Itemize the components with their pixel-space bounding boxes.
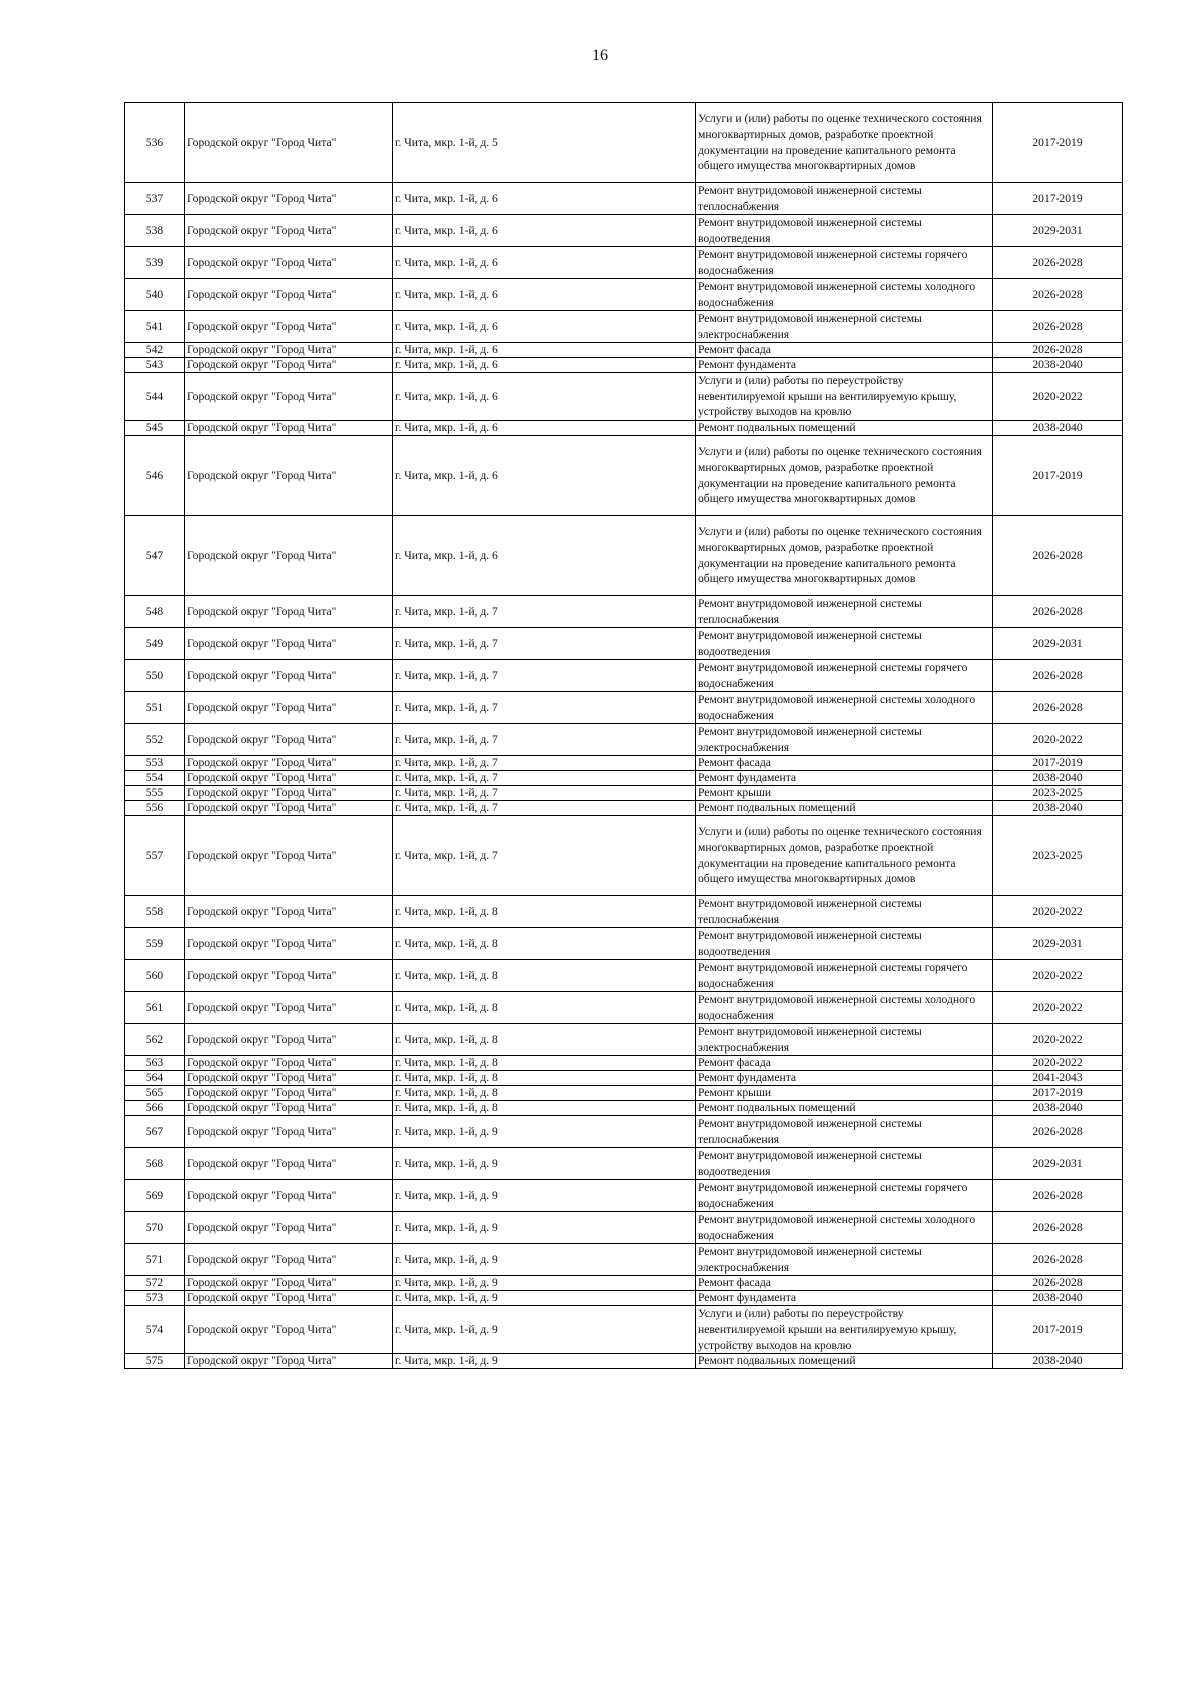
table-row: [125, 516, 1123, 596]
row-number-cell: 550: [125, 660, 185, 692]
address-cell: г. Чита, мкр. 1-й, д. 6: [393, 358, 696, 373]
period-cell: 2026-2028: [993, 692, 1123, 724]
row-number-cell: 545: [125, 421, 185, 436]
row-number-cell: 561: [125, 992, 185, 1024]
work-type-cell: Ремонт подвальных помещений: [696, 421, 993, 436]
row-number-cell: 558: [125, 896, 185, 928]
municipality-cell: Городской округ "Город Чита": [185, 628, 393, 660]
address-cell: г. Чита, мкр. 1-й, д. 8: [393, 1056, 696, 1071]
work-type-cell: Ремонт крыши: [696, 1086, 993, 1101]
period-cell: 2038-2040: [993, 801, 1123, 816]
address-cell: г. Чита, мкр. 1-й, д. 9: [393, 1148, 696, 1180]
period-cell: 2020-2022: [993, 1024, 1123, 1056]
period-cell: 2026-2028: [993, 596, 1123, 628]
period-cell: 2020-2022: [993, 992, 1123, 1024]
address-cell: г. Чита, мкр. 1-й, д. 7: [393, 801, 696, 816]
table-row: [125, 1354, 1123, 1369]
municipality-cell: Городской округ "Город Чита": [185, 311, 393, 343]
table-row: [125, 1071, 1123, 1086]
row-number-cell: 557: [125, 816, 185, 896]
address-cell: г. Чита, мкр. 1-й, д. 9: [393, 1116, 696, 1148]
table-row: [125, 1276, 1123, 1291]
address-cell: г. Чита, мкр. 1-й, д. 5: [393, 103, 696, 183]
table-body: [125, 103, 1123, 1369]
address-cell: г. Чита, мкр. 1-й, д. 8: [393, 960, 696, 992]
row-number-cell: 546: [125, 436, 185, 516]
row-number-cell: 574: [125, 1306, 185, 1354]
table-row: [125, 1291, 1123, 1306]
period-cell: 2038-2040: [993, 1354, 1123, 1369]
address-cell: г. Чита, мкр. 1-й, д. 8: [393, 1086, 696, 1101]
address-cell: г. Чита, мкр. 1-й, д. 7: [393, 660, 696, 692]
period-cell: 2026-2028: [993, 516, 1123, 596]
municipality-cell: Городской округ "Город Чита": [185, 358, 393, 373]
municipality-cell: Городской округ "Город Чита": [185, 1212, 393, 1244]
municipality-cell: Городской округ "Город Чита": [185, 771, 393, 786]
work-type-cell: Ремонт подвальных помещений: [696, 1101, 993, 1116]
table-row: [125, 436, 1123, 516]
page-number: 16: [592, 47, 608, 64]
address-cell: г. Чита, мкр. 1-й, д. 7: [393, 596, 696, 628]
table-row: [125, 928, 1123, 960]
table-row: [125, 1212, 1123, 1244]
period-cell: 2023-2025: [993, 786, 1123, 801]
municipality-cell: Городской округ "Город Чита": [185, 279, 393, 311]
address-cell: г. Чита, мкр. 1-й, д. 6: [393, 436, 696, 516]
work-type-cell: Ремонт внутридомовой инженерной системы водоотведения: [696, 215, 993, 247]
period-cell: 2017-2019: [993, 1086, 1123, 1101]
address-cell: г. Чита, мкр. 1-й, д. 7: [393, 756, 696, 771]
table-row: [125, 660, 1123, 692]
municipality-cell: Городской округ "Город Чита": [185, 1148, 393, 1180]
row-number-cell: 548: [125, 596, 185, 628]
table-row: [125, 311, 1123, 343]
row-number-cell: 540: [125, 279, 185, 311]
municipality-cell: Городской округ "Город Чита": [185, 1291, 393, 1306]
period-cell: 2038-2040: [993, 358, 1123, 373]
row-number-cell: 537: [125, 183, 185, 215]
table-row: [125, 628, 1123, 660]
municipality-cell: Городской округ "Город Чита": [185, 373, 393, 421]
period-cell: 2026-2028: [993, 1244, 1123, 1276]
table-row: [125, 183, 1123, 215]
work-type-cell: Ремонт фундамента: [696, 771, 993, 786]
municipality-cell: Городской округ "Город Чита": [185, 1056, 393, 1071]
period-cell: 2026-2028: [993, 1180, 1123, 1212]
period-cell: 2038-2040: [993, 1291, 1123, 1306]
table-row: [125, 992, 1123, 1024]
address-cell: г. Чита, мкр. 1-й, д. 7: [393, 692, 696, 724]
table-row: [125, 816, 1123, 896]
period-cell: 2026-2028: [993, 1116, 1123, 1148]
address-cell: г. Чита, мкр. 1-й, д. 7: [393, 724, 696, 756]
address-cell: г. Чита, мкр. 1-й, д. 7: [393, 771, 696, 786]
row-number-cell: 564: [125, 1071, 185, 1086]
row-number-cell: 555: [125, 786, 185, 801]
address-cell: г. Чита, мкр. 1-й, д. 9: [393, 1180, 696, 1212]
address-cell: г. Чита, мкр. 1-й, д. 7: [393, 628, 696, 660]
table-row: [125, 724, 1123, 756]
work-type-cell: Ремонт крыши: [696, 786, 993, 801]
row-number-cell: 567: [125, 1116, 185, 1148]
municipality-cell: Городской округ "Город Чита": [185, 1024, 393, 1056]
municipality-cell: Городской округ "Город Чита": [185, 1244, 393, 1276]
work-type-cell: Ремонт фасада: [696, 756, 993, 771]
table-row: [125, 692, 1123, 724]
row-number-cell: 570: [125, 1212, 185, 1244]
address-cell: г. Чита, мкр. 1-й, д. 6: [393, 516, 696, 596]
row-number-cell: 547: [125, 516, 185, 596]
table-row: [125, 247, 1123, 279]
address-cell: г. Чита, мкр. 1-й, д. 9: [393, 1212, 696, 1244]
address-cell: г. Чита, мкр. 1-й, д. 7: [393, 816, 696, 896]
table-row: [125, 421, 1123, 436]
address-cell: г. Чита, мкр. 1-й, д. 6: [393, 373, 696, 421]
municipality-cell: Городской округ "Город Чита": [185, 801, 393, 816]
row-number-cell: 536: [125, 103, 185, 183]
address-cell: г. Чита, мкр. 1-й, д. 9: [393, 1306, 696, 1354]
work-type-cell: Услуги и (или) работы по переустройству невентилируемой крыши на вентилируемую крышу, устройству выходов на кровлю: [696, 1306, 993, 1354]
municipality-cell: Городской округ "Город Чита": [185, 1276, 393, 1291]
municipality-cell: Городской округ "Город Чита": [185, 343, 393, 358]
period-cell: 2026-2028: [993, 247, 1123, 279]
table-row: [125, 1024, 1123, 1056]
period-cell: 2017-2019: [993, 103, 1123, 183]
work-type-cell: Ремонт фасада: [696, 343, 993, 358]
work-type-cell: Услуги и (или) работы по оценке технического состояния многоквартирных домов, разработке проектной документации на проведение капитального ремонта общего имущества многоквартирных домов: [696, 516, 993, 596]
work-type-cell: Ремонт подвальных помещений: [696, 801, 993, 816]
period-cell: 2038-2040: [993, 421, 1123, 436]
row-number-cell: 538: [125, 215, 185, 247]
table-row: [125, 1180, 1123, 1212]
table-row: [125, 801, 1123, 816]
municipality-cell: Городской округ "Город Чита": [185, 896, 393, 928]
period-cell: 2020-2022: [993, 896, 1123, 928]
address-cell: г. Чита, мкр. 1-й, д. 8: [393, 896, 696, 928]
table-row: [125, 215, 1123, 247]
period-cell: 2017-2019: [993, 183, 1123, 215]
period-cell: 2026-2028: [993, 343, 1123, 358]
table-row: [125, 1056, 1123, 1071]
address-cell: г. Чита, мкр. 1-й, д. 9: [393, 1244, 696, 1276]
period-cell: 2017-2019: [993, 436, 1123, 516]
work-type-cell: Ремонт внутридомовой инженерной системы холодного водоснабжения: [696, 692, 993, 724]
period-cell: 2026-2028: [993, 279, 1123, 311]
municipality-cell: Городской округ "Город Чита": [185, 992, 393, 1024]
address-cell: г. Чита, мкр. 1-й, д. 9: [393, 1291, 696, 1306]
period-cell: 2029-2031: [993, 215, 1123, 247]
address-cell: г. Чита, мкр. 1-й, д. 8: [393, 1101, 696, 1116]
address-cell: г. Чита, мкр. 1-й, д. 9: [393, 1354, 696, 1369]
row-number-cell: 566: [125, 1101, 185, 1116]
table-row: [125, 103, 1123, 183]
row-number-cell: 572: [125, 1276, 185, 1291]
period-cell: 2026-2028: [993, 311, 1123, 343]
period-cell: 2026-2028: [993, 660, 1123, 692]
municipality-cell: Городской округ "Город Чита": [185, 421, 393, 436]
row-number-cell: 554: [125, 771, 185, 786]
municipality-cell: Городской округ "Город Чита": [185, 928, 393, 960]
work-type-cell: Ремонт внутридомовой инженерной системы теплоснабжения: [696, 896, 993, 928]
table-row: [125, 786, 1123, 801]
row-number-cell: 573: [125, 1291, 185, 1306]
row-number-cell: 543: [125, 358, 185, 373]
table-row: [125, 896, 1123, 928]
municipality-cell: Городской округ "Город Чита": [185, 1071, 393, 1086]
period-cell: 2023-2025: [993, 816, 1123, 896]
table-row: [125, 1116, 1123, 1148]
work-type-cell: Ремонт внутридомовой инженерной системы горячего водоснабжения: [696, 1180, 993, 1212]
row-number-cell: 563: [125, 1056, 185, 1071]
municipality-cell: Городской округ "Город Чита": [185, 215, 393, 247]
period-cell: 2020-2022: [993, 373, 1123, 421]
work-type-cell: Ремонт внутридомовой инженерной системы холодного водоснабжения: [696, 992, 993, 1024]
row-number-cell: 562: [125, 1024, 185, 1056]
work-type-cell: Ремонт подвальных помещений: [696, 1354, 993, 1369]
municipality-cell: Городской округ "Город Чита": [185, 183, 393, 215]
table-row: [125, 596, 1123, 628]
municipality-cell: Городской округ "Город Чита": [185, 960, 393, 992]
work-type-cell: Ремонт внутридомовой инженерной системы электроснабжения: [696, 724, 993, 756]
municipality-cell: Городской округ "Город Чита": [185, 724, 393, 756]
row-number-cell: 541: [125, 311, 185, 343]
repair-plan-table: [124, 102, 1123, 1369]
address-cell: г. Чита, мкр. 1-й, д. 8: [393, 928, 696, 960]
municipality-cell: Городской округ "Город Чита": [185, 1180, 393, 1212]
municipality-cell: Городской округ "Город Чита": [185, 596, 393, 628]
work-type-cell: Ремонт внутридомовой инженерной системы холодного водоснабжения: [696, 279, 993, 311]
address-cell: г. Чита, мкр. 1-й, д. 6: [393, 311, 696, 343]
period-cell: 2020-2022: [993, 1056, 1123, 1071]
work-type-cell: Ремонт внутридомовой инженерной системы горячего водоснабжения: [696, 247, 993, 279]
table-row: [125, 279, 1123, 311]
period-cell: 2026-2028: [993, 1212, 1123, 1244]
municipality-cell: Городской округ "Город Чита": [185, 1116, 393, 1148]
work-type-cell: Услуги и (или) работы по переустройству невентилируемой крыши на вентилируемую крышу, устройству выходов на кровлю: [696, 373, 993, 421]
row-number-cell: 552: [125, 724, 185, 756]
work-type-cell: Ремонт внутридомовой инженерной системы холодного водоснабжения: [696, 1212, 993, 1244]
period-cell: 2020-2022: [993, 960, 1123, 992]
work-type-cell: Ремонт внутридомовой инженерной системы горячего водоснабжения: [696, 960, 993, 992]
table-row: [125, 358, 1123, 373]
row-number-cell: 560: [125, 960, 185, 992]
address-cell: г. Чита, мкр. 1-й, д. 6: [393, 183, 696, 215]
row-number-cell: 559: [125, 928, 185, 960]
period-cell: 2026-2028: [993, 1276, 1123, 1291]
row-number-cell: 544: [125, 373, 185, 421]
work-type-cell: Ремонт внутридомовой инженерной системы электроснабжения: [696, 1244, 993, 1276]
row-number-cell: 542: [125, 343, 185, 358]
municipality-cell: Городской округ "Город Чита": [185, 756, 393, 771]
address-cell: г. Чита, мкр. 1-й, д. 6: [393, 421, 696, 436]
period-cell: 2017-2019: [993, 1306, 1123, 1354]
work-type-cell: Услуги и (или) работы по оценке технического состояния многоквартирных домов, разработке проектной документации на проведение капитального ремонта общего имущества многоквартирных домов: [696, 436, 993, 516]
work-type-cell: Ремонт внутридомовой инженерной системы теплоснабжения: [696, 1116, 993, 1148]
address-cell: г. Чита, мкр. 1-й, д. 6: [393, 343, 696, 358]
table-row: [125, 1306, 1123, 1354]
row-number-cell: 565: [125, 1086, 185, 1101]
municipality-cell: Городской округ "Город Чита": [185, 1086, 393, 1101]
row-number-cell: 539: [125, 247, 185, 279]
period-cell: 2029-2031: [993, 628, 1123, 660]
work-type-cell: Ремонт внутридомовой инженерной системы электроснабжения: [696, 311, 993, 343]
address-cell: г. Чита, мкр. 1-й, д. 6: [393, 247, 696, 279]
work-type-cell: Ремонт фундамента: [696, 358, 993, 373]
municipality-cell: Городской округ "Город Чита": [185, 247, 393, 279]
work-type-cell: Ремонт внутридомовой инженерной системы водоотведения: [696, 1148, 993, 1180]
work-type-cell: Ремонт внутридомовой инженерной системы теплоснабжения: [696, 183, 993, 215]
period-cell: 2020-2022: [993, 724, 1123, 756]
municipality-cell: Городской округ "Город Чита": [185, 816, 393, 896]
table-row: [125, 771, 1123, 786]
work-type-cell: Услуги и (или) работы по оценке технического состояния многоквартирных домов, разработке проектной документации на проведение капитального ремонта общего имущества многоквартирных домов: [696, 103, 993, 183]
period-cell: 2029-2031: [993, 928, 1123, 960]
period-cell: 2017-2019: [993, 756, 1123, 771]
work-type-cell: Ремонт внутридомовой инженерной системы электроснабжения: [696, 1024, 993, 1056]
work-type-cell: Услуги и (или) работы по оценке технического состояния многоквартирных домов, разработке проектной документации на проведение капитального ремонта общего имущества многоквартирных домов: [696, 816, 993, 896]
address-cell: г. Чита, мкр. 1-й, д. 8: [393, 1024, 696, 1056]
row-number-cell: 575: [125, 1354, 185, 1369]
table-row: [125, 1148, 1123, 1180]
period-cell: 2041-2043: [993, 1071, 1123, 1086]
municipality-cell: Городской округ "Город Чита": [185, 786, 393, 801]
row-number-cell: 551: [125, 692, 185, 724]
address-cell: г. Чита, мкр. 1-й, д. 8: [393, 1071, 696, 1086]
row-number-cell: 568: [125, 1148, 185, 1180]
row-number-cell: 569: [125, 1180, 185, 1212]
municipality-cell: Городской округ "Город Чита": [185, 660, 393, 692]
municipality-cell: Городской округ "Город Чита": [185, 1306, 393, 1354]
address-cell: г. Чита, мкр. 1-й, д. 8: [393, 992, 696, 1024]
municipality-cell: Городской округ "Город Чита": [185, 436, 393, 516]
table-row: [125, 756, 1123, 771]
row-number-cell: 549: [125, 628, 185, 660]
row-number-cell: 571: [125, 1244, 185, 1276]
table-row: [125, 1244, 1123, 1276]
row-number-cell: 553: [125, 756, 185, 771]
work-type-cell: Ремонт фундамента: [696, 1071, 993, 1086]
address-cell: г. Чита, мкр. 1-й, д. 7: [393, 786, 696, 801]
address-cell: г. Чита, мкр. 1-й, д. 9: [393, 1276, 696, 1291]
period-cell: 2029-2031: [993, 1148, 1123, 1180]
work-type-cell: Ремонт фасада: [696, 1056, 993, 1071]
work-type-cell: Ремонт фасада: [696, 1276, 993, 1291]
table-row: [125, 343, 1123, 358]
period-cell: 2038-2040: [993, 771, 1123, 786]
table-row: [125, 1101, 1123, 1116]
municipality-cell: Городской округ "Город Чита": [185, 1101, 393, 1116]
period-cell: 2038-2040: [993, 1101, 1123, 1116]
address-cell: г. Чита, мкр. 1-й, д. 6: [393, 215, 696, 247]
work-type-cell: Ремонт внутридомовой инженерной системы водоотведения: [696, 928, 993, 960]
municipality-cell: Городской округ "Город Чита": [185, 1354, 393, 1369]
work-type-cell: Ремонт внутридомовой инженерной системы водоотведения: [696, 628, 993, 660]
table-row: [125, 960, 1123, 992]
work-type-cell: Ремонт внутридомовой инженерной системы горячего водоснабжения: [696, 660, 993, 692]
work-type-cell: Ремонт внутридомовой инженерной системы теплоснабжения: [696, 596, 993, 628]
row-number-cell: 556: [125, 801, 185, 816]
municipality-cell: Городской округ "Город Чита": [185, 516, 393, 596]
table-row: [125, 1086, 1123, 1101]
work-type-cell: Ремонт фундамента: [696, 1291, 993, 1306]
address-cell: г. Чита, мкр. 1-й, д. 6: [393, 279, 696, 311]
table-row: [125, 373, 1123, 421]
municipality-cell: Городской округ "Город Чита": [185, 103, 393, 183]
municipality-cell: Городской округ "Город Чита": [185, 692, 393, 724]
